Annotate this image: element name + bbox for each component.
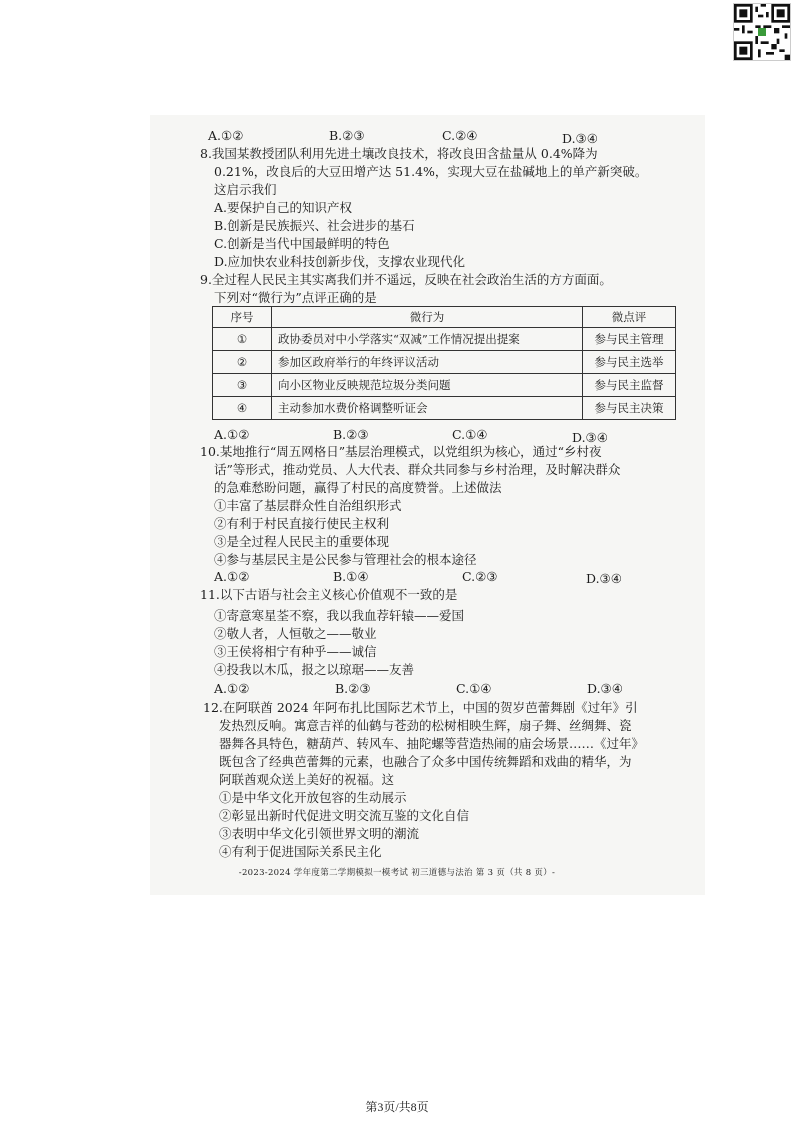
q7-option-b: B.②③: [329, 128, 365, 143]
q12-stem-line: 12.在阿联酋 2024 年阿布扎比国际艺术节上，中国的贺岁芭蕾舞剧《过年》引: [203, 700, 638, 715]
q8-stem-line: 这启示我们: [214, 182, 277, 197]
qr-code-icon: [734, 4, 790, 60]
q9-option-a: A.①②: [214, 427, 250, 442]
q11-statement: ③王侯将相宁有种乎——诚信: [214, 644, 377, 659]
q10-stem-line: 话”等形式，推动党员、人大代表、群众共同参与乡村治理，及时解决群众: [214, 462, 621, 477]
q7-option-c: C.②④: [442, 128, 478, 143]
table-cell: 参与民主决策: [583, 397, 676, 420]
q10-statement: ③是全过程人民民主的重要体现: [214, 534, 390, 549]
table-cell: ④: [213, 397, 272, 420]
q11-statement: ④投我以木瓜，报之以琼琚——友善: [214, 662, 415, 677]
q12-stem-line: 既包含了经典芭蕾舞的元素，也融合了众多中国传统舞蹈和戏曲的精华，为: [219, 754, 632, 769]
q9-option-b: B.②③: [333, 427, 369, 442]
q10-statement: ②有利于村民直接行使民主权利: [214, 516, 390, 531]
table-cell: ①: [213, 328, 272, 351]
table-row: [213, 351, 676, 374]
q10-stem-line: 10.某地推行“周五网格日”基层治理模式，以党组织为核心，通过“乡村夜: [200, 444, 602, 459]
q11-option-a: A.①②: [214, 681, 250, 696]
q11-stem-line: 11.以下古语与社会主义核心价值观不一致的是: [200, 587, 458, 602]
micro-behavior-table: [212, 306, 676, 420]
table-header: 微点评: [583, 307, 676, 328]
q10-stem-line: 的急难愁盼问题，赢得了村民的高度赞誉。上述做法: [214, 480, 502, 495]
qr-code: [733, 3, 791, 61]
q12-statement: ①是中华文化开放包容的生动展示: [219, 790, 407, 805]
table-cell: 参加区政府举行的年终评议活动: [272, 351, 583, 374]
exam-footer: -2023-2024 学年度第二学期模拟一模考试 初三道德与法治 第 3 页（共 8 页）-: [238, 868, 556, 878]
q7-option-a: A.①②: [208, 128, 244, 143]
table-header: 序号: [213, 307, 272, 328]
table-cell: 参与民主选举: [583, 351, 676, 374]
q8-stem-line: 8.我国某教授团队利用先进土壤改良技术，将改良田含盐量从 0.4%降为: [200, 146, 598, 161]
q8-stem-line: 0.21%，改良后的大豆田增产达 51.4%，实现大豆在盐碱地上的单产新突破。: [214, 164, 648, 179]
q12-stem-line: 阿联酋观众送上美好的祝福。这: [219, 772, 395, 787]
q10-statement: ④参与基层民主是公民参与管理社会的根本途径: [214, 552, 477, 567]
table-header-row: [213, 307, 676, 328]
q12-statement: ②彰显出新时代促进文明交流互鉴的文化自信: [219, 808, 470, 823]
q10-option-d: D.③④: [586, 571, 622, 586]
q11-option-b: B.②③: [335, 681, 371, 696]
q11-option-c: C.①④: [456, 681, 492, 696]
q12-stem-line: 器舞各具特色，糖葫芦、转风车、抽陀螺等营造热闹的庙会场景……《过年》: [219, 736, 645, 751]
table-cell: 参与民主监督: [583, 374, 676, 397]
q7-option-d: D.③④: [562, 131, 598, 146]
q8-option-a: A.要保护自己的知识产权: [214, 200, 353, 215]
q9-option-c: C.①④: [452, 427, 488, 442]
page-number: 第3页/共8页: [365, 1100, 429, 1114]
table-row: [213, 397, 676, 420]
q8-option-c: C.创新是当代中国最鲜明的特色: [214, 236, 390, 251]
q10-option-b: B.①④: [333, 569, 369, 584]
table-cell: 参与民主管理: [583, 328, 676, 351]
q8-option-d: D.应加快农业科技创新步伐，支撑农业现代化: [214, 254, 466, 269]
q11-statement: ①寄意寒星荃不察，我以我血荐轩辕——爱国: [214, 608, 465, 623]
q10-option-c: C.②③: [462, 569, 498, 584]
table-cell: ②: [213, 351, 272, 374]
q11-option-d: D.③④: [587, 681, 623, 696]
q12-statement: ④有利于促进国际关系民主化: [219, 844, 382, 859]
q12-stem-line: 发热烈反响。寓意吉祥的仙鹤与苍劲的松树相映生辉，扇子舞、丝绸舞、瓷: [219, 718, 632, 733]
table-cell: 向小区物业反映规范垃圾分类问题: [272, 374, 583, 397]
table-row: [213, 374, 676, 397]
q11-statement: ②敬人者，人恒敬之——敬业: [214, 626, 377, 641]
q9-stem-line: 9.全过程人民民主其实离我们并不遥远，反映在社会政治生活的方方面面。: [200, 272, 612, 287]
q8-option-b: B.创新是民族振兴、社会进步的基石: [214, 218, 415, 233]
table-cell: ③: [213, 374, 272, 397]
table-cell: 政协委员对中小学落实“双减”工作情况提出提案: [272, 328, 583, 351]
table-header: 微行为: [272, 307, 583, 328]
q9-option-d: D.③④: [572, 430, 608, 445]
table-cell: 主动参加水费价格调整听证会: [272, 397, 583, 420]
q10-statement: ①丰富了基层群众性自治组织形式: [214, 498, 402, 513]
table-row: [213, 328, 676, 351]
q9-stem-line: 下列对“微行为”点评正确的是: [214, 290, 377, 305]
q12-statement: ③表明中华文化引领世界文明的潮流: [219, 826, 420, 841]
q10-option-a: A.①②: [214, 569, 250, 584]
